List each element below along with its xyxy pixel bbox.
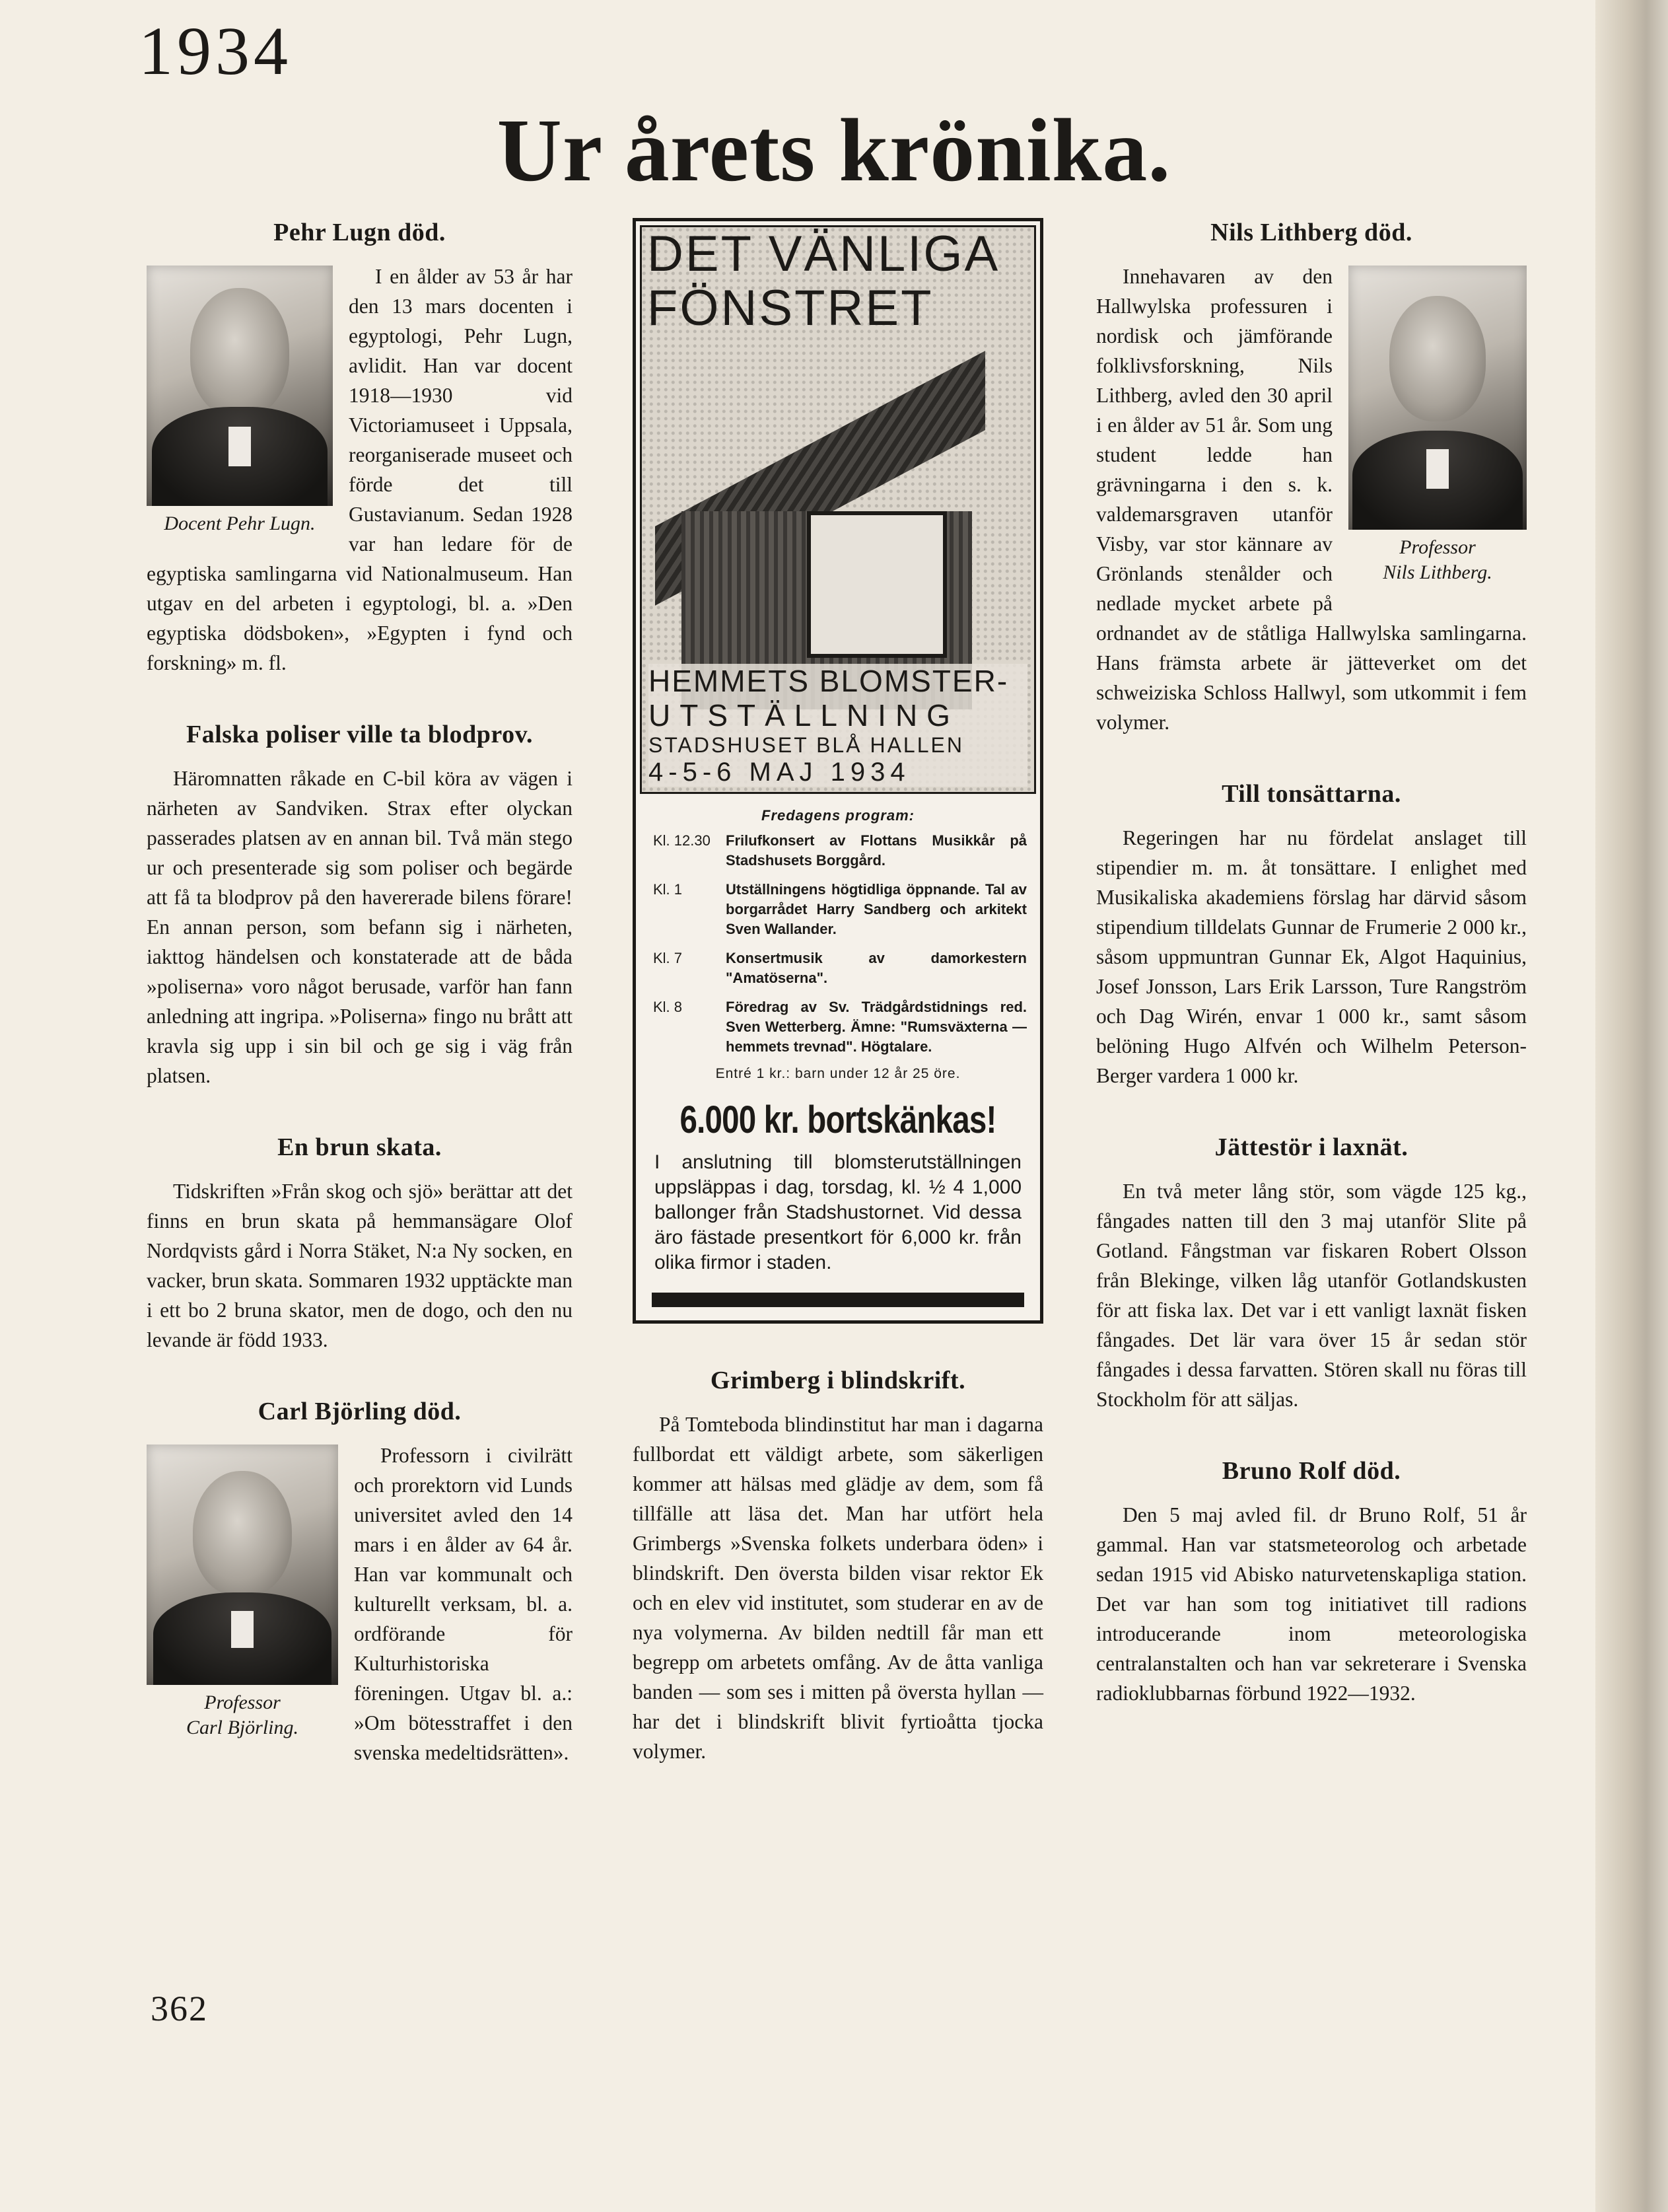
portrait-caption: Docent Pehr Lugn. — [164, 513, 316, 534]
article-grimberg — [633, 1366, 1043, 1766]
article-heading: En brun skata. — [277, 1133, 442, 1161]
article-body: I en ålder av 53 år har den 13 mars docenten i egyptologi, Pehr Lugn, avlidit. Han var docent 1918—1930 vid Victoriamuseet i Uppsala, reorganiserade museet och förde det till Gustavianum. Sedan 1928 var han ledare för de egyptiska samlingarna vid Nationalmuseum. Han utgav en del arbeten i egyptologi, bl. a. »Den egyptiska dödsboken», »Egypten i fynd och forskning» m. fl. — [147, 265, 573, 674]
portrait-caption-line2: Nils Lithberg. — [1383, 561, 1492, 583]
page-title: Ur årets krönika. — [497, 101, 1171, 200]
article-bruno-rolf — [1096, 1456, 1527, 1708]
article-body: Innehavaren av den Hallwylska professuren i nordisk och jämförande folklivsforskning, Nils Lithberg, avled den 30 april i en ålder av 51 år. Som ung student ledde han grävningarna i den s. k. valdemarsgraven utanför Visby, var stor kännare av Grönlands stenålder och nedlade mycket arbete på ordnandet av de ståtliga Hallwylska samlingarna. Hans främsta arbete är jätteverket om det schweiziska Schloss Hallwyl, som utkommit i fem volymer. — [1096, 265, 1527, 734]
year-header: 1934 — [139, 13, 292, 89]
poster-title-line2: FÖNSTRET — [647, 280, 934, 336]
flower-exhibition-advertisement — [633, 218, 1043, 1324]
right-column — [1096, 218, 1527, 1750]
program-description: Föredrag av Sv. Trädgårdstidnings red. Sven Wetterberg. Ämne: "Rumsväxterna — hemmets trevnad". Högtalare. — [726, 999, 1027, 1055]
portrait-figure — [147, 1445, 338, 1740]
article-carl-bjorling — [147, 1397, 573, 1767]
portrait-caption-line1: Professor — [204, 1692, 281, 1713]
article-body: Tidskriften »Från skog och sjö» berättar att det finns en brun skata på hemmansägare Olof Nordqvists gård i Norra Stäket, N:a Ny socken, en vacker, brun skata. Sommaren 1932 upptäckte man i ett bo 2 bruna skator, men de dogo, och den nu levande är född 1933. — [147, 1180, 573, 1351]
program-item — [653, 880, 1027, 939]
article-jattestor — [1096, 1133, 1527, 1414]
program-time: Kl. 8 — [653, 999, 683, 1015]
poster-footer-text — [648, 664, 1027, 787]
entry-fee: Entré 1 kr.: barn under 12 år 25 öre. — [715, 1066, 961, 1081]
poster-title — [647, 227, 1029, 336]
program-list — [636, 831, 1040, 1057]
program-item — [653, 948, 1027, 988]
ad-body: I anslutning till blomsterutställningen uppsläppas i dag, torsdag, kl. ½ 4 1,000 ballonger från Stadshustornet. Vid dessa äro fästade presentkort för 6,000 kr. från olika firmor i staden. — [654, 1151, 1022, 1273]
article-heading: Carl Björling död. — [258, 1398, 462, 1425]
article-pehr-lugn — [147, 218, 573, 678]
article-brun-skata — [147, 1133, 573, 1355]
portrait-photo-nils-lithberg — [1348, 266, 1527, 530]
article-heading: Bruno Rolf död. — [1222, 1457, 1401, 1485]
program-time: Kl. 7 — [653, 950, 683, 966]
ad-headline: 6.000 kr. bortskänkas! — [679, 1098, 996, 1141]
article-body: Regeringen har nu fördelat anslaget till stipendier m. m. åt tonsättare. I enlighet med Musikaliska akademiens förslag har därvid såsom stipendium tilldelats Gunnar de Frumerie 2 000 kr., såsom uppmuntran Gunnar Ek, Algot Haquinius, Josef Jonsson, Lars Erik Larsson, Ture Rangström och Dag Wirén, envar 1 000 kr., samt såsom belöning Hugo Alfvén och Wilhelm Peterson-Berger vardera 1 000 kr. — [1096, 826, 1527, 1087]
poster-line3: STADSHUSET BLÅ HALLEN — [648, 733, 964, 757]
article-heading: Till tonsättarna. — [1222, 780, 1401, 808]
poster-line1: HEMMETS BLOMSTER- — [648, 664, 1009, 698]
program-description: Konsertmusik av damorkestern "Amatöserna". — [726, 950, 1027, 986]
portrait-photo-pehr-lugn — [147, 266, 333, 506]
article-body: Professorn i civilrätt och prorektorn vid Lunds universitet avled den 14 mars i en ålder av 64 år. Han var kommunalt och kulturellt verksam, bl. a. ordförande för Kulturhistoriska föreningen. Utgav bl. a.: »Om bötesstraffet i den svenska medeltidsrätten». — [354, 1444, 573, 1764]
article-body: Den 5 maj avled fil. dr Bruno Rolf, 51 år gammal. Han var statsmeteorolog och arbetade sedan 1915 vid Abisko naturvetenskapliga station. Det var han som tog initiativet till radions introducerande inom meteorologiska centralanstalten och han var sekreterare i Svenska radioklubbarnas förbund 1922—1932. — [1096, 1503, 1527, 1705]
article-heading: Falska poliser ville ta blodprov. — [186, 721, 533, 748]
program-time: Kl. 12.30 — [653, 832, 711, 849]
poster-title-line1: DET VÄNLIGA — [647, 226, 1000, 282]
page-number: 362 — [151, 1989, 208, 2028]
portrait-photo-carl-bjorling — [147, 1445, 338, 1685]
portrait-caption-line1: Professor — [1399, 536, 1476, 558]
program-item — [653, 997, 1027, 1057]
program-heading: Fredagens program: — [761, 807, 915, 824]
article-heading: Pehr Lugn död. — [273, 219, 446, 246]
program-description: Utställningens högtidliga öppnande. Tal av borgarrådet Harry Sandberg och arkitekt Sven Wallander. — [726, 881, 1027, 937]
portrait-figure — [147, 266, 333, 536]
left-column — [147, 218, 573, 1810]
program-description: Frilufkonsert av Flottans Musikkår på Stadshusets Borggård. — [726, 832, 1027, 869]
article-nils-lithberg — [1096, 218, 1527, 737]
article-body: En två meter lång stör, som vägde 125 kg., fångades natten till den 3 maj utanför Slite på Gotland. Fångstman var fiskaren Robert Olsson från Blekinge, vilken låg utanför Gotlandskusten för att fiska lax. Det var i ett vanligt laxnät fisken fångades. Det lär vara över 15 år sedan stör fångades i dessa farvatten. Stören skall nu föras till Stockholm för att säljas. — [1096, 1180, 1527, 1411]
article-heading: Jättestör i laxnät. — [1214, 1133, 1408, 1161]
ad-bottom-bar — [652, 1293, 1024, 1307]
poster-line2: UTSTÄLLNING — [648, 698, 959, 732]
book-gutter — [1595, 0, 1668, 2212]
article-falska-poliser — [147, 720, 573, 1090]
poster-window-graphic — [807, 511, 947, 658]
article-heading: Grimberg i blindskrift. — [710, 1367, 966, 1394]
article-heading: Nils Lithberg död. — [1210, 219, 1412, 246]
article-body: På Tomteboda blindinstitut har man i dagarna fullbordat ett väldigt arbete, som säkerligen kommer att hälsas med glädje av dem, som få tillfälle att läsa det. Man har utfört hela Grimbergs »Svenska folkets underbara öden» i blindskrift. Den översta bilden visar rektor Ek och en elev vid institutet, som studerar en av de nya volymerna. Av bilden nedtill får man ett begrepp om arbetets omfång. Av de åtta vanliga banden — som ses i mitten på översta hyllan — har det i blindskrift blivit fyrtioåtta tjocka volymer. — [633, 1413, 1043, 1763]
article-till-tonsattarna — [1096, 779, 1527, 1090]
portrait-figure — [1348, 266, 1527, 585]
program-item — [653, 831, 1027, 871]
poster-line4: 4-5-6 MAJ 1934 — [648, 758, 911, 787]
program-time: Kl. 1 — [653, 881, 683, 898]
portrait-caption-line2: Carl Björling. — [186, 1717, 299, 1738]
middle-column — [633, 218, 1043, 1808]
article-body: Häromnatten råkade en C-bil köra av vägen i närheten av Sandviken. Strax efter olyckan passerades platsen av en annan bil. Två män stego ur och presenterade sig som poliser och begärde att få ta blodprov på den havererade bilens förare! En annan person, som befann sig i närheten, iakttog händelsen och konstaterade att de båda »poliserna» voro något berusade, varför han fann anledning att ingripa. »Poliserna» fingo nu brått att kravla sig upp i sin bil och ge sig i väg från platsen. — [147, 767, 573, 1087]
poster-image — [640, 225, 1036, 794]
